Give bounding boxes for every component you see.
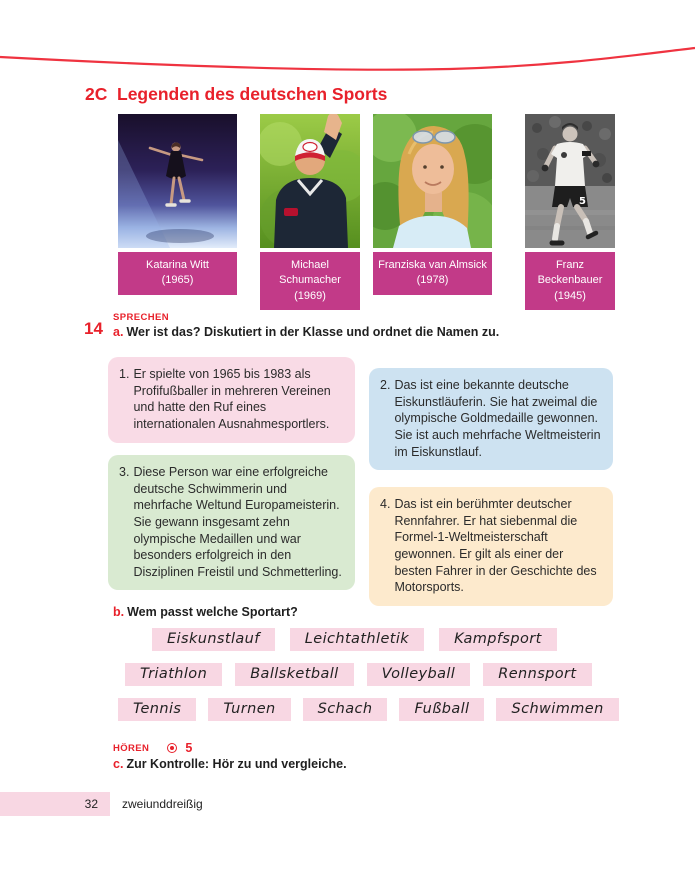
person-name: Franz Beckenbauer	[537, 259, 603, 287]
footer-page-bar	[0, 792, 110, 816]
caption-franz-beckenbauer	[525, 252, 615, 310]
task-c-letter: c.	[113, 757, 124, 771]
figure-katarina-witt	[118, 114, 237, 295]
figure-franziska-van-almsick	[373, 114, 492, 295]
skill-label-sprechen: SPRECHEN	[113, 312, 169, 323]
task-a-text: Wer ist das? Diskutiert in der Klasse und ordnet die Namen zu.	[126, 325, 500, 339]
clue-number: 4.	[380, 497, 391, 511]
page-title: Legenden des deutschen Sports	[117, 84, 388, 104]
task-b	[113, 605, 298, 619]
audio-track-icon	[167, 743, 177, 753]
clue-boxes	[108, 357, 613, 595]
sports-row-1	[152, 628, 557, 651]
task-a	[113, 325, 499, 339]
person-name: Katarina Witt	[146, 259, 209, 271]
clue-box-1	[108, 357, 355, 443]
sport-tag-volleyball: Volleyball	[367, 663, 471, 686]
sport-tag-fussball: Fußball	[399, 698, 484, 721]
person-year: (1965)	[161, 274, 194, 287]
person-year: (1945)	[554, 289, 586, 302]
audio-track-number: 5	[185, 741, 193, 755]
sport-tag-turnen: Turnen	[208, 698, 290, 721]
chapter-section-label: 2C	[85, 84, 108, 104]
caption-michael-schumacher	[260, 252, 360, 310]
page-number: 32	[84, 797, 98, 811]
footballer-illustration	[525, 114, 615, 248]
page-number-word: zweiunddreißig	[122, 797, 203, 811]
skill-label-hoeren: HÖREN	[113, 742, 150, 754]
sport-tag-rennsport: Rennsport	[483, 663, 591, 686]
clue-text: Das ist ein berühmter deutscher Rennfahrer. Er hat siebenmal die Formel-1-Weltmeisterschaft gewonnen. Er gilt als einer der besten Fahrer in der Geschichte des Motorsports.	[394, 497, 597, 595]
sport-tag-leichtathletik: Leichtathletik	[290, 628, 424, 651]
clue-text: Er spielte von 1965 bis 1983 als Profifußballer in mehreren Vereinen und hatte den Ruf eines internationalen Ausnahmesportlers.	[133, 367, 331, 431]
task-c	[113, 757, 347, 771]
caption-franziska-van-almsick	[373, 252, 492, 295]
jersey-number: 5	[579, 196, 586, 207]
sports-row-2	[125, 663, 592, 686]
sport-tag-triathlon: Triathlon	[125, 663, 222, 686]
clue-text: Das ist eine bekannte deutsche Eiskunstläuferin. Sie hat zweimal die olympische Goldmedaille gewonnen. Sie ist auch mehrfache Weltmeisterin im Eiskunstlauf.	[394, 378, 601, 459]
sport-tag-schach: Schach	[303, 698, 388, 721]
photo-katarina-witt	[118, 114, 237, 248]
figure-franz-beckenbauer	[525, 114, 615, 310]
sport-tag-ballsketball: Ballsketball	[235, 663, 353, 686]
clue-text: Diese Person war eine erfolgreiche deutsche Schwimmerin und mehrfache Weltund Europameisterin. Sie gewann insgesamt zehn olympische Medaillen und war besonders erfolgreich in den Disziplinen Freistil und Schmetterling.	[133, 465, 342, 579]
task-c-text: Zur Kontrolle: Hör zu und vergleiche.	[126, 757, 347, 771]
clue-number: 3.	[119, 465, 130, 479]
clue-number: 1.	[119, 367, 130, 381]
figure-michael-schumacher	[260, 114, 360, 310]
sport-tag-schwimmen: Schwimmen	[496, 698, 618, 721]
task-a-letter: a.	[113, 325, 124, 339]
blonde-woman-illustration	[373, 114, 492, 248]
person-name: Michael Schumacher	[279, 259, 341, 287]
person-year: (1978)	[416, 274, 449, 287]
person-name: Franziska van Almsick	[378, 259, 487, 271]
sport-tag-kampfsport: Kampfsport	[439, 628, 557, 651]
exercise-number: 14	[84, 319, 103, 338]
clue-box-4	[369, 487, 613, 606]
task-b-text: Wem passt welche Sportart?	[127, 605, 298, 619]
clue-box-2	[369, 368, 613, 470]
skill-line-hoeren	[113, 741, 192, 755]
person-year: (1969)	[294, 289, 326, 302]
photo-franziska-van-almsick	[373, 114, 492, 248]
clue-box-3	[108, 455, 355, 590]
photo-franz-beckenbauer	[525, 114, 615, 248]
sports-row-3	[118, 698, 619, 721]
ice-skater-illustration	[118, 114, 237, 248]
sport-tag-eiskunstlauf: Eiskunstlauf	[152, 628, 275, 651]
clue-number: 2.	[380, 378, 391, 392]
task-b-letter: b.	[113, 605, 125, 619]
caption-katarina-witt	[118, 252, 237, 295]
sport-tag-tennis: Tennis	[118, 698, 196, 721]
photo-michael-schumacher	[260, 114, 360, 248]
waving-man-illustration	[260, 114, 360, 248]
decorative-red-curve	[0, 0, 695, 80]
